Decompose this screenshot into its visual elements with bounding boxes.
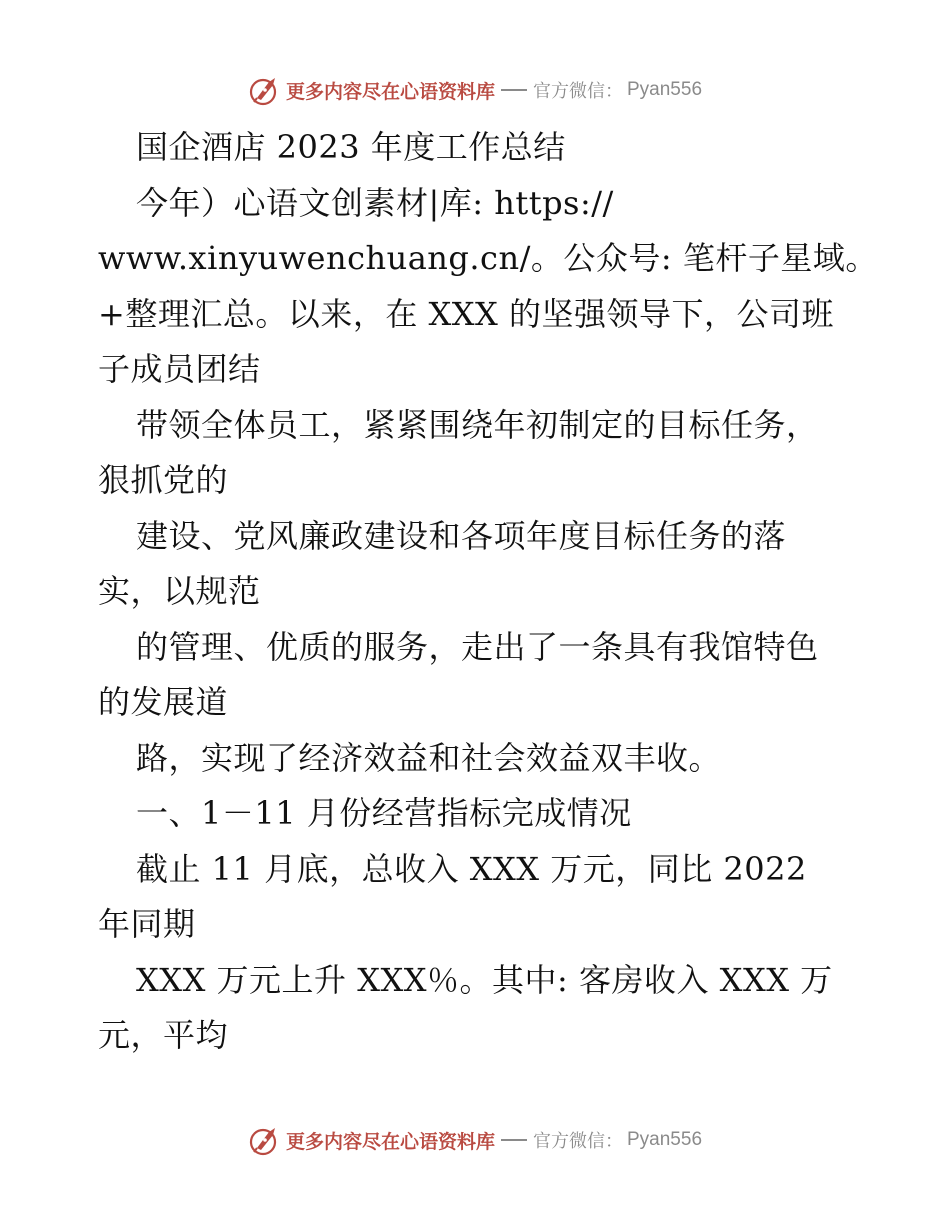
- paragraph-line: 建设、党风廉政建设和各项年度目标任务的落: [136, 516, 787, 555]
- pen-nib-logo-icon: [248, 1123, 282, 1157]
- paragraph-line: 路，实现了经济效益和社会效益双丰收。: [136, 738, 722, 777]
- document-title: 国企酒店 2023 年度工作总结: [136, 128, 566, 166]
- section-heading: 一、1－11 月份经营指标完成情况: [136, 794, 632, 832]
- watermark-official-label: 官方微信：: [533, 1131, 623, 1152]
- paragraph-line: 狠抓党的: [98, 461, 229, 499]
- paragraph-line: www.xinyuwenchuang.cn/。公众号: 笔杆子星域。: [98, 239, 878, 277]
- paragraph-line: 带领全体员工，紧紧围绕年初制定的目标任务，: [136, 405, 819, 444]
- watermark-dash: [501, 1139, 527, 1141]
- pen-nib-logo-icon: [248, 73, 282, 107]
- paragraph-line: +整理汇总。以来，在 XXX 的坚强领导下，公司班: [98, 294, 835, 333]
- watermark-wechat-id: Pyan556: [627, 79, 703, 100]
- watermark-official-label: 官方微信：: [533, 81, 623, 102]
- paragraph-line: XXX 万元上升 XXX％。其中: 客房收入 XXX 万: [136, 960, 833, 999]
- paragraph-line: 的管理、优质的服务，走出了一条具有我馆特色: [136, 627, 819, 666]
- watermark-wechat-id: Pyan556: [627, 1129, 703, 1150]
- paragraph-line: 元，平均: [98, 1016, 229, 1054]
- paragraph-line: 实，以规范: [98, 572, 261, 610]
- paragraph-line: 的发展道: [98, 683, 229, 721]
- paragraph-line: 子成员团结: [98, 350, 261, 388]
- paragraph-line: 今年）心语文创素材|库: https://: [136, 183, 614, 222]
- watermark-dash: [501, 89, 527, 91]
- header-watermark: [0, 70, 950, 110]
- watermark-brand: 更多内容尽在心语资料库: [285, 1130, 495, 1153]
- paragraph-line: 年同期: [98, 905, 196, 943]
- footer-watermark: [0, 1120, 950, 1160]
- document-body: [98, 120, 878, 1064]
- watermark-brand: 更多内容尽在心语资料库: [285, 80, 495, 103]
- paragraph-line: 截止 11 月底，总收入 XXX 万元，同比 2022: [136, 849, 807, 888]
